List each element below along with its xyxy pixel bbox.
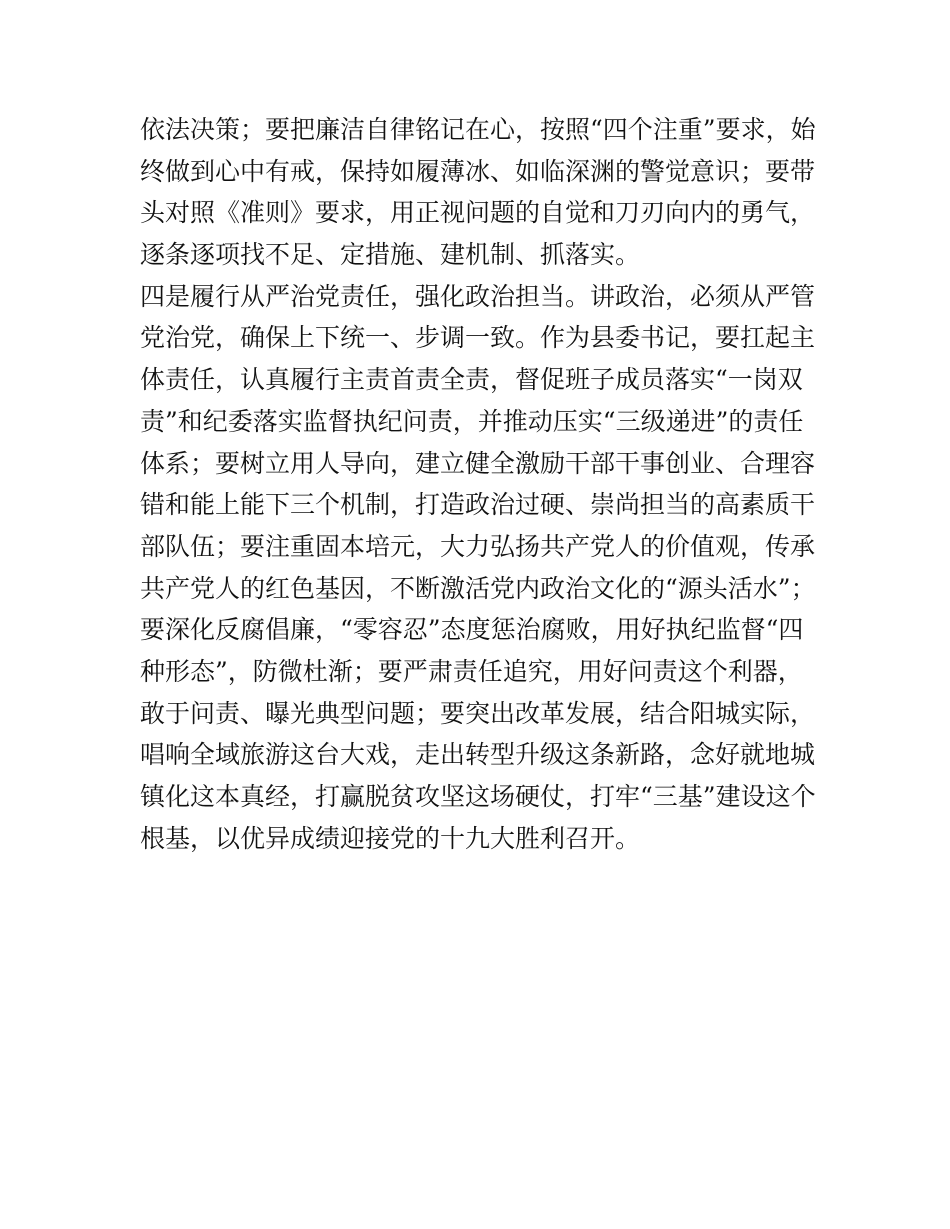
paragraph-2-line-13: 镇化这本真经，打赢脱贫攻坚这场硬仗，打牢“三基”建设这个 [140, 782, 816, 811]
paragraph-1-line-2: 终做到心中有戒，保持如履薄冰、如临深渊的警觉意识；要带 [140, 156, 816, 186]
paragraph-1-line-4: 逐条逐项找不足、定措施、建机制、抓落实。 [140, 240, 641, 270]
paragraph-2-line-14: 根基，以优异成绩迎接党的十九大胜利召开。 [140, 823, 641, 853]
paragraph-2-line-5: 体系；要树立用人导向，建立健全激励干部干事创业、合理容 [140, 448, 816, 478]
paragraph-2-line-10: 种形态”，防微杜渐；要严肃责任追究，用好问责这个利器， [140, 656, 803, 686]
paragraph-2-line-3: 体责任，认真履行主责首责全责，督促班子成员落实“一岗双 [140, 365, 803, 395]
paragraph-2-line-4: 责”和纪委落实监督执纪问责，并推动压实“三级递进”的责任 [140, 406, 804, 436]
paragraph-2-line-9: 要深化反腐倡廉，“零容忍”态度惩治腐败，用好执纪监督“四 [140, 615, 804, 645]
paragraph-2-line-11: 敢于问责、曝光典型问题；要突出改革发展，结合阳城实际， [140, 698, 816, 728]
paragraph-2-line-8: 共产党人的红色基因，不断激活党内政治文化的“源头活水”； [140, 573, 816, 603]
paragraph-2-line-6: 错和能上能下三个机制，打造政治过硬、崇尚担当的高素质干 [140, 490, 816, 520]
paragraph-2-line-2: 党治党，确保上下统一、步调一致。作为县委书记，要扛起主 [140, 323, 816, 353]
paragraph-2-line-12: 唱响全域旅游这台大戏，走出转型升级这条新路，念好就地城 [140, 740, 816, 770]
paragraph-1-line-3: 头对照《准则》要求，用正视问题的自觉和刀刃向内的勇气， [140, 198, 816, 228]
body-text [140, 109, 820, 859]
paragraph-2-line-7: 部队伍；要注重固本培元，大力弘扬共产党人的价值观，传承 [140, 531, 816, 561]
paragraph-2-line-1: 四是履行从严治党责任，强化政治担当。讲政治，必须从严管 [140, 281, 816, 311]
paragraph-1-line-1: 依法决策；要把廉洁自律铭记在心，按照“四个注重”要求，始 [140, 115, 816, 144]
